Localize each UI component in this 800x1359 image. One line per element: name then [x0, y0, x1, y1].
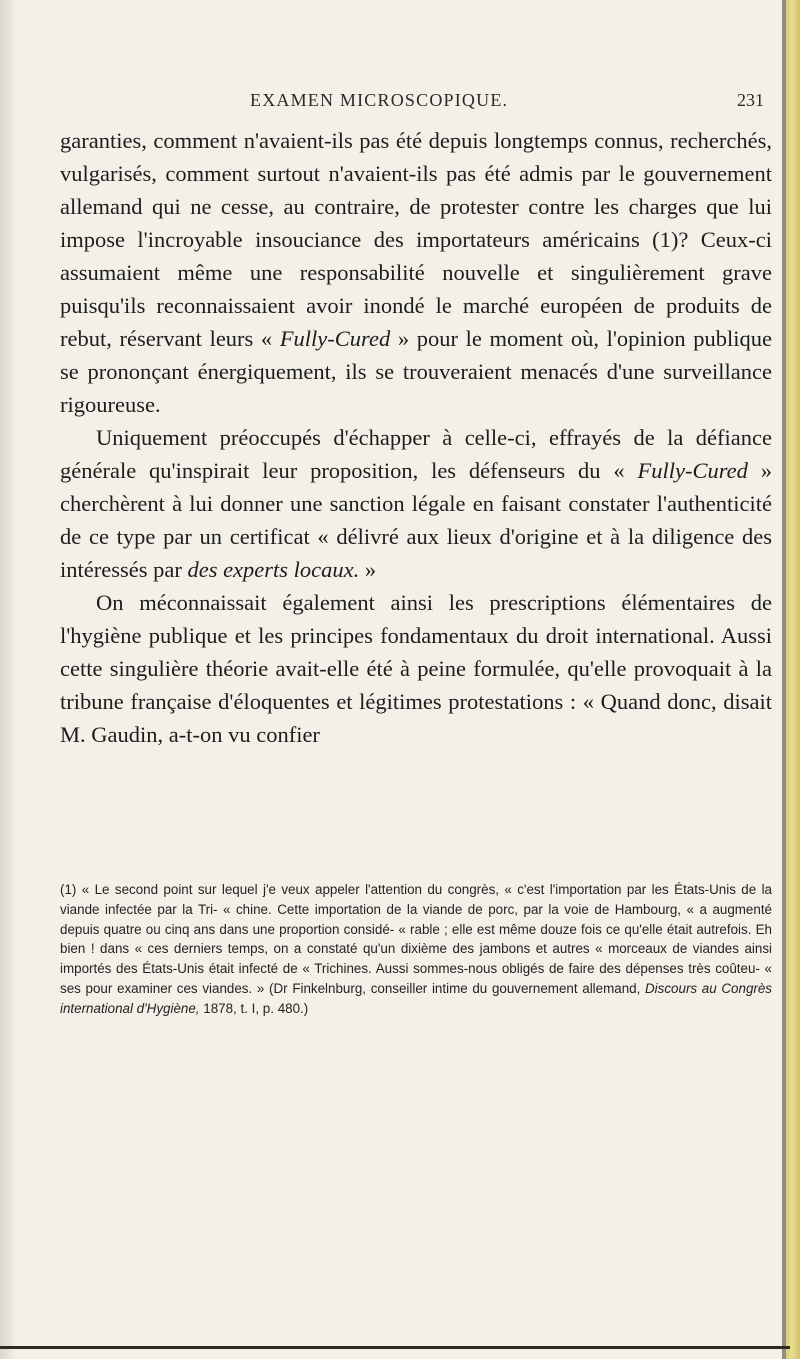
page-edge-strip: [786, 0, 800, 1359]
bottom-rule: [0, 1346, 790, 1349]
paragraph-2-italic: Fully-Cured: [637, 458, 748, 483]
page-number: 231: [737, 90, 764, 110]
footnote-1: [60, 880, 772, 1019]
paragraph-2-text-a: Uniquement préoccupés d'échapper à celle-ci, effrayés de la défiance générale qu'inspirait leur proposition, les défenseurs du «: [60, 425, 772, 483]
paragraph-3: On méconnaissait également ainsi les prescriptions élémentaires de l'hygiène publique et les principes fondamentaux du droit international. Aussi cette singulière théorie avait-elle été à peine formulée, qu'elle provoquait à la tribune française d'éloquentes et légitimes protestations : « Quand donc, disait M. Gaudin, a-t-on vu confier: [60, 590, 772, 747]
footnote-block: [60, 880, 772, 1019]
footnote-1-text-b: 1878, t. I, p. 480.): [199, 1000, 309, 1016]
binding-edge: [0, 0, 14, 1359]
paragraph-2-text-c: »: [359, 557, 377, 582]
footnote-1-italic: Discours au Congrès international d'Hygiène,: [60, 980, 772, 1016]
paragraph-2-italic-2: des experts locaux.: [187, 557, 360, 582]
paragraph-1-text-b: » pour le moment où, l'opinion publique se prononçant énergiquement, ils se trouveraient menacés d'une surveillance rigoureuse.: [60, 326, 772, 417]
paragraph-2-text-b: » cherchèrent à lui donner une sanction légale en faisant constater l'authenticité de ce type par un certificat « délivré aux lieux d'origine et à la diligence des intéressés par: [60, 458, 773, 582]
paragraph-1-italic: Fully-Cured: [279, 326, 391, 351]
paragraph-1: [60, 124, 772, 421]
running-head: EXAMEN MICROSCOPIQUE.: [250, 90, 509, 110]
paragraph-2: [60, 421, 772, 586]
paragraph-1-text-a: garanties, comment n'avaient-ils pas été depuis longtemps connus, recherchés, vulgarisés, comment surtout n'avaient-ils pas été admis par le gouvernement allemand qui ne cesse, au contraire, de protester contre les charges que lui impose l'incroyable insouciance des importateurs américains (1)? Ceux-ci assumaient même une responsabilité nouvelle et singulièrement grave puisqu'ils reconnaissaient avoir inondé le marché européen de produits de rebut, réservant leurs «: [60, 128, 772, 351]
page-header: [60, 90, 770, 116]
footnote-1-text-a: (1) « Le second point sur lequel j'e veux appeler l'attention du congrès, « c'est l'importation par les États-Unis de la viande infectée par la Tri- « chine. Cette importation de la viande de porc, par la voie de Hambourg, « a augmenté depuis quatre ou cinq ans dans une proportion considé- « rable ; elle est même douze fois ce qu'elle était autrefois. Eh bien ! dans « ces derniers temps, on a constaté qu'un dixième des jambons et autres « morceaux de viandes ainsi importés des États-Unis était infecté de « Trichines. Aussi sommes-nous obligés de faire des dépenses très coûteu- « ses pour examiner ces viandes. » (Dr Finkelnburg, conseiller intime du gouvernement allemand,: [60, 882, 772, 996]
body-text: [60, 124, 772, 751]
